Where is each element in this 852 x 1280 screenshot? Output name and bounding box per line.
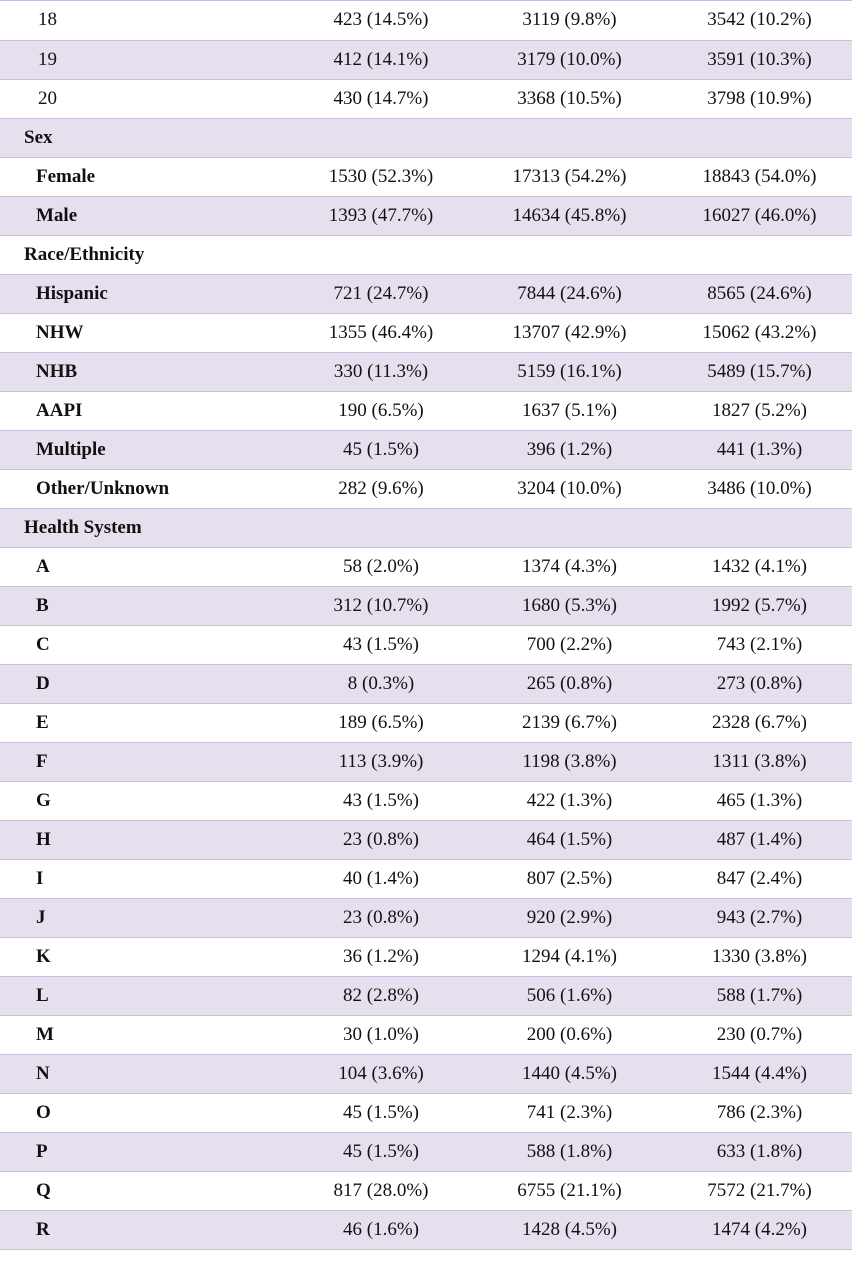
table-row (0, 625, 852, 664)
table-row (0, 391, 852, 430)
value-cell-2: 200 (0.6%) (472, 1015, 667, 1054)
section-header-row (0, 508, 852, 547)
row-label: L (0, 976, 290, 1015)
table-row (0, 703, 852, 742)
row-label: 18 (0, 1, 290, 40)
value-cell-1: 312 (10.7%) (290, 586, 472, 625)
demographics-table (0, 1, 852, 1250)
value-cell-3: 3542 (10.2%) (667, 1, 852, 40)
row-label: J (0, 898, 290, 937)
value-cell-2: 3368 (10.5%) (472, 79, 667, 118)
value-cell-2: 2139 (6.7%) (472, 703, 667, 742)
table-row (0, 469, 852, 508)
value-cell-2: 396 (1.2%) (472, 430, 667, 469)
table-row (0, 781, 852, 820)
value-cell-2: 3179 (10.0%) (472, 40, 667, 79)
value-cell-3: 943 (2.7%) (667, 898, 852, 937)
value-cell-3: 3591 (10.3%) (667, 40, 852, 79)
value-cell-1: 113 (3.9%) (290, 742, 472, 781)
row-label: Q (0, 1171, 290, 1210)
value-cell-3: 8565 (24.6%) (667, 274, 852, 313)
value-cell-2: 1428 (4.5%) (472, 1210, 667, 1249)
value-cell-3: 1827 (5.2%) (667, 391, 852, 430)
value-cell-3: 847 (2.4%) (667, 859, 852, 898)
table-row (0, 742, 852, 781)
value-cell-1: 23 (0.8%) (290, 820, 472, 859)
value-cell-2: 5159 (16.1%) (472, 352, 667, 391)
value-cell-1: 282 (9.6%) (290, 469, 472, 508)
table-row (0, 352, 852, 391)
value-cell-2: 6755 (21.1%) (472, 1171, 667, 1210)
value-cell-3: 18843 (54.0%) (667, 157, 852, 196)
value-cell-3: 465 (1.3%) (667, 781, 852, 820)
row-label: P (0, 1132, 290, 1171)
table-row (0, 1093, 852, 1132)
value-cell-2: 3204 (10.0%) (472, 469, 667, 508)
value-cell-3: 1474 (4.2%) (667, 1210, 852, 1249)
row-label: K (0, 937, 290, 976)
value-cell-2: 741 (2.3%) (472, 1093, 667, 1132)
row-label: M (0, 1015, 290, 1054)
row-label: Other/Unknown (0, 469, 290, 508)
table-row (0, 1, 852, 40)
value-cell-2: 700 (2.2%) (472, 625, 667, 664)
value-cell-2: 17313 (54.2%) (472, 157, 667, 196)
table-body (0, 1, 852, 1249)
value-cell-3: 5489 (15.7%) (667, 352, 852, 391)
table-row (0, 1015, 852, 1054)
table-row (0, 157, 852, 196)
value-cell-3: 786 (2.3%) (667, 1093, 852, 1132)
table-row (0, 430, 852, 469)
table-row (0, 274, 852, 313)
table-row (0, 898, 852, 937)
value-cell-3: 1544 (4.4%) (667, 1054, 852, 1093)
value-cell-3: 633 (1.8%) (667, 1132, 852, 1171)
value-cell-2: 920 (2.9%) (472, 898, 667, 937)
table-row (0, 196, 852, 235)
row-label: 20 (0, 79, 290, 118)
table-row (0, 547, 852, 586)
value-cell-2: 422 (1.3%) (472, 781, 667, 820)
value-cell-1: 412 (14.1%) (290, 40, 472, 79)
value-cell-1: 46 (1.6%) (290, 1210, 472, 1249)
value-cell-2: 3119 (9.8%) (472, 1, 667, 40)
value-cell-2: 1440 (4.5%) (472, 1054, 667, 1093)
value-cell-3: 7572 (21.7%) (667, 1171, 852, 1210)
value-cell-3: 487 (1.4%) (667, 820, 852, 859)
value-cell-1: 43 (1.5%) (290, 781, 472, 820)
section-header-row (0, 235, 852, 274)
value-cell-1: 721 (24.7%) (290, 274, 472, 313)
value-cell-3: 2328 (6.7%) (667, 703, 852, 742)
value-cell-3: 1330 (3.8%) (667, 937, 852, 976)
value-cell-1: 43 (1.5%) (290, 625, 472, 664)
value-cell-1: 45 (1.5%) (290, 1132, 472, 1171)
table-row (0, 1132, 852, 1171)
table-row (0, 937, 852, 976)
row-label: O (0, 1093, 290, 1132)
value-cell-3: 441 (1.3%) (667, 430, 852, 469)
value-cell-1: 45 (1.5%) (290, 1093, 472, 1132)
row-label: AAPI (0, 391, 290, 430)
table-row (0, 859, 852, 898)
value-cell-3: 3486 (10.0%) (667, 469, 852, 508)
table-row (0, 79, 852, 118)
value-cell-3: 588 (1.7%) (667, 976, 852, 1015)
row-label: I (0, 859, 290, 898)
value-cell-1: 817 (28.0%) (290, 1171, 472, 1210)
value-cell-1: 45 (1.5%) (290, 430, 472, 469)
row-label: B (0, 586, 290, 625)
table-row (0, 313, 852, 352)
table-row (0, 664, 852, 703)
row-label: G (0, 781, 290, 820)
value-cell-1: 36 (1.2%) (290, 937, 472, 976)
value-cell-2: 588 (1.8%) (472, 1132, 667, 1171)
value-cell-1: 8 (0.3%) (290, 664, 472, 703)
value-cell-3: 3798 (10.9%) (667, 79, 852, 118)
value-cell-1: 82 (2.8%) (290, 976, 472, 1015)
value-cell-1: 104 (3.6%) (290, 1054, 472, 1093)
value-cell-2: 14634 (45.8%) (472, 196, 667, 235)
row-label: R (0, 1210, 290, 1249)
value-cell-3: 1992 (5.7%) (667, 586, 852, 625)
row-label: D (0, 664, 290, 703)
section-header: Sex (0, 118, 852, 157)
table-row (0, 1210, 852, 1249)
value-cell-3: 230 (0.7%) (667, 1015, 852, 1054)
row-label: 19 (0, 40, 290, 79)
value-cell-1: 58 (2.0%) (290, 547, 472, 586)
row-label: NHW (0, 313, 290, 352)
value-cell-1: 23 (0.8%) (290, 898, 472, 937)
table-row (0, 586, 852, 625)
value-cell-1: 423 (14.5%) (290, 1, 472, 40)
value-cell-2: 1198 (3.8%) (472, 742, 667, 781)
value-cell-3: 743 (2.1%) (667, 625, 852, 664)
value-cell-3: 16027 (46.0%) (667, 196, 852, 235)
value-cell-1: 330 (11.3%) (290, 352, 472, 391)
table-row (0, 976, 852, 1015)
value-cell-1: 40 (1.4%) (290, 859, 472, 898)
value-cell-1: 1530 (52.3%) (290, 157, 472, 196)
value-cell-2: 1294 (4.1%) (472, 937, 667, 976)
value-cell-1: 30 (1.0%) (290, 1015, 472, 1054)
row-label: N (0, 1054, 290, 1093)
value-cell-2: 1637 (5.1%) (472, 391, 667, 430)
value-cell-2: 464 (1.5%) (472, 820, 667, 859)
row-label: A (0, 547, 290, 586)
table-row (0, 40, 852, 79)
table-row (0, 820, 852, 859)
value-cell-2: 1374 (4.3%) (472, 547, 667, 586)
value-cell-2: 807 (2.5%) (472, 859, 667, 898)
value-cell-1: 189 (6.5%) (290, 703, 472, 742)
value-cell-2: 1680 (5.3%) (472, 586, 667, 625)
row-label: E (0, 703, 290, 742)
value-cell-2: 7844 (24.6%) (472, 274, 667, 313)
row-label: F (0, 742, 290, 781)
value-cell-2: 265 (0.8%) (472, 664, 667, 703)
row-label: Multiple (0, 430, 290, 469)
row-label: H (0, 820, 290, 859)
value-cell-3: 15062 (43.2%) (667, 313, 852, 352)
value-cell-2: 13707 (42.9%) (472, 313, 667, 352)
row-label: Male (0, 196, 290, 235)
row-label: NHB (0, 352, 290, 391)
section-header: Race/Ethnicity (0, 235, 852, 274)
table-row (0, 1054, 852, 1093)
value-cell-3: 1432 (4.1%) (667, 547, 852, 586)
row-label: Female (0, 157, 290, 196)
value-cell-1: 430 (14.7%) (290, 79, 472, 118)
row-label: C (0, 625, 290, 664)
value-cell-1: 1393 (47.7%) (290, 196, 472, 235)
value-cell-2: 506 (1.6%) (472, 976, 667, 1015)
value-cell-1: 1355 (46.4%) (290, 313, 472, 352)
value-cell-3: 273 (0.8%) (667, 664, 852, 703)
row-label: Hispanic (0, 274, 290, 313)
section-header: Health System (0, 508, 852, 547)
table-row (0, 1171, 852, 1210)
section-header-row (0, 118, 852, 157)
value-cell-1: 190 (6.5%) (290, 391, 472, 430)
value-cell-3: 1311 (3.8%) (667, 742, 852, 781)
